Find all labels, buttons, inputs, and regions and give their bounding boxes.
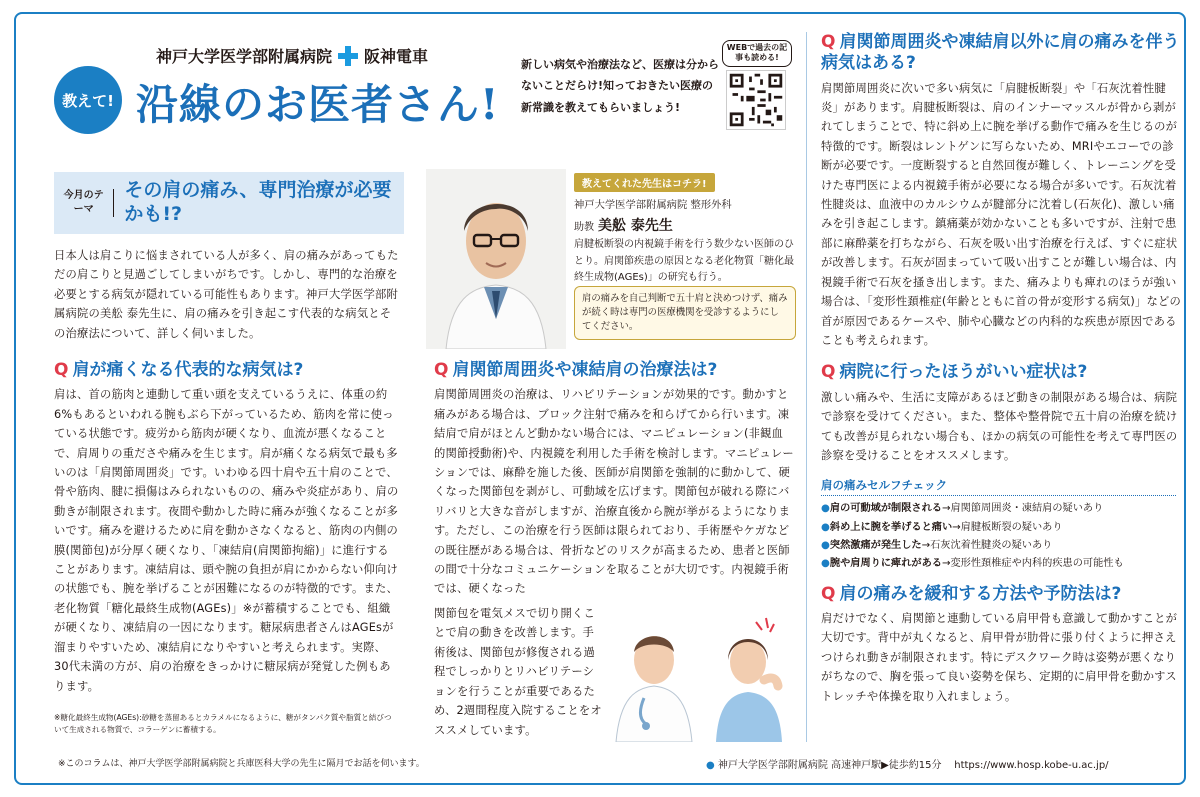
bullet-dot-icon: ● (821, 540, 830, 552)
self-check-item (821, 537, 1176, 555)
check-result: →石灰沈着性腱炎の疑いあり (921, 540, 1053, 552)
hospital-name: 神戸大学医学部附属病院 (156, 47, 333, 66)
org-line (156, 44, 428, 67)
doctor-name-line (574, 215, 799, 235)
hospital-url[interactable]: https://www.hosp.kobe-u.ac.jp/ (954, 760, 1109, 771)
section-q4 (821, 362, 1181, 465)
theme-box (54, 172, 404, 234)
q4-heading (821, 362, 1181, 383)
article-frame (14, 12, 1186, 785)
q-mark: Q (821, 32, 836, 52)
lead-text: 日本人は肩こりに悩まされている人が多く、肩の痛みがあってもただの肩こりと見過ごしてしまいがちです。しかし、専門的な治療を必要とする病気が隠れている可能性もあります。神戸大学医学部附属病院の美舩 泰先生に、肩の痛みを引き起こす代表的な病気とその治療法について、詳しく伺いました。 (54, 249, 399, 340)
q5-body: 肩だけでなく、肩関節と連動している肩甲骨も意識して動かすことが大切です。背中が丸くなると、肩甲骨が肋骨に張り付くように押さえつけられ動きが制限されます。特にデスクワーク時は姿勢が悪くなりがちなので、胸を張って良い姿勢を保ち、定期的に肩甲骨を動かすストレッチや体操を取り入れましょう。 (821, 612, 1178, 703)
doctor-title: 助教 (574, 222, 594, 234)
doctor-dept: 神戸大学医学部附属病院 整形外科 (574, 199, 732, 211)
check-result: →変形性頚椎症や内科的疾患の可能性も (941, 558, 1124, 570)
bullet-dot-icon: ● (821, 521, 830, 533)
doctor-tag: 教えてくれた先生はコチラ! (574, 173, 715, 192)
q4-title: 病院に行ったほうがいい症状は? (839, 362, 1088, 383)
hospital-footer (706, 756, 1109, 771)
railway-name: 阪神電車 (364, 47, 429, 66)
q2-body: 肩関節周囲炎の治療は、リハビリテーションが効果的です。動かすと痛みがある場合は、ブロック注射で痛みを和らげてから行います。凍結肩で肩がほとんど動かない場合には、マニピュレーション(非観血的関節授動術)や、内視鏡を利用した手術を検討します。マニピュレーションでは、麻酔を施した後、医師が肩関節を強制的に動かして、硬くなった関節包を剥がし、可動域を広げます。関節包が破れる際にバリバリと大きな音がしますが、治療直後から腕が挙がるようになります。ただし、この治療を行う医師は限られており、手術歴やケガなどの既往歴がある場合は、骨折などのリスクが高まるため、患者と医師の間で十分なコミュニケーションを取ることが大切です。内視鏡手術では、硬くなった (434, 388, 794, 596)
qr-label: WEBで過去の記事も読める! (722, 40, 792, 67)
q5-heading (821, 584, 1181, 605)
doctor-info (574, 172, 799, 287)
check-result: →肩関節周囲炎・凍結肩の疑いあり (941, 503, 1104, 515)
self-check (821, 477, 1176, 573)
q-mark: Q (54, 360, 69, 380)
lead-paragraph (54, 246, 399, 343)
q2-body-continued: 関節包を電気メスで切り開くことで肩の動きを改善します。手術後は、関節包が修復される過程でしっかりとリハビリテーションを行うことが重要であるため、2週間程度入院することをオススメしています。 (434, 607, 602, 737)
intro-text: 新しい病気や治療法など、医療は分からないことだらけ!知っておきたい医療の新常識を教えてもらいましょう! (521, 58, 719, 114)
self-check-item (821, 519, 1176, 537)
q-mark: Q (821, 583, 836, 604)
q2-title: 肩関節周囲炎や凍結肩の治療法は? (452, 360, 718, 380)
check-symptom: 斜め上に腕を挙げると痛い (829, 521, 953, 533)
column-note: ※このコラムは、神戸大学医学部附属病院と兵庫医科大学の先生に隔月でお話を伺います。 (58, 759, 425, 769)
doctor-photo (426, 169, 566, 349)
bullet-dot-icon: ● (821, 558, 830, 570)
self-check-item (821, 500, 1176, 518)
section-q2 (434, 360, 794, 737)
footnote: ※糖化最終生成物(AGEs):砂糖を蒸留あるとカラメルになるように、糖がタンパク質や脂質と結びついて生成される物質で、コラーゲンに蓄積する。 (54, 713, 392, 735)
plus-cross-icon (338, 46, 358, 66)
check-symptom: 肩の可動域が制限される (829, 503, 942, 515)
q1-heading (54, 360, 399, 381)
section-q1 (54, 360, 399, 696)
article-header (16, 14, 796, 154)
right-column (806, 32, 1181, 742)
theme-label: 今月のテーマ (60, 189, 114, 217)
check-symptom: 突然激痛が発生した (829, 540, 922, 552)
hospital-access: 神戸大学医学部附属病院 高速神戸駅▶徒歩約15分 (717, 760, 942, 771)
q3-body: 肩関節周囲炎に次いで多い病気に「肩腱板断裂」や「石灰沈着性腱炎」があります。肩腱板断裂は、肩のインナーマッスルが骨から剥がれてしまうことで、特に斜め上に腕を挙げる動作で痛みを生じるのが特徴的です。断裂はレントゲンに写らないため、MRIやエコーでの診断が必要です。一度断裂すると自然回復が難しく、トレーニングを受けた専門医による内視鏡手術が必要になる場合が多いです。石灰沈着性腱炎は、血液中のカルシウムが腱部分に沈着し(石灰化)、激しい痛みを引き起こします。鎮痛薬が効かないことも多いですが、注射で患部に麻酔薬を打ちながら、石灰を吸い出す治療を行えば、すぐに症状が改善します。石灰が固まっていて吸い出すことが難しい場合は、内視鏡手術で石灰を搔き出します。また、痛みよりも痺れのほうが強い場合は、「変形性頚椎症(年齢とともに首の骨が変形する病気)」などの首が原因であるケースや、肺や心臓などの内科的な疾患が原因であることも考えられます。 (821, 81, 1181, 347)
self-check-title: 肩の痛みセルフチェック (821, 477, 1176, 496)
q4-body: 激しい痛みや、生活に支障があるほど動きの制限がある場合は、病院で診察を受けてください。また、整体や整骨院で五十肩の治療を続けても改善が見られない場合も、ほかの病気の可能性を考えて専門医の診察を受けることをオススメします。 (821, 390, 1178, 462)
check-symptom: 腕や肩周りに痺れがある (829, 558, 942, 570)
bullet-dot-icon: ● (821, 503, 830, 515)
doctor-patient-illustration (606, 602, 796, 742)
theme-title: その肩の痛み、専門治療が必要かも!? (124, 179, 392, 225)
q3-title: 肩関節周囲炎や凍結肩以外に肩の痛みを伴う病気はある? (821, 32, 1180, 74)
series-title: 沿線のお医者さん! (136, 80, 500, 129)
q-mark: Q (821, 362, 836, 383)
doctor-speech: 肩の痛みを自己判断で五十肩と決めつけず、痛みが続く時は専門の医療機関を受診するようにしてください。 (574, 286, 796, 340)
q5-title: 肩の痛みを緩和する方法や予防法は? (839, 583, 1122, 604)
bullet-dot-icon: ● (706, 760, 715, 771)
qr-code-icon[interactable] (726, 70, 786, 130)
doctor-name: 美舩 泰先生 (598, 218, 673, 235)
q2-heading (434, 360, 794, 381)
q1-body: 肩は、首の筋肉と連動して重い頭を支えているうえに、体重の約6%もあるといわれる腕もぶら下がっているため、筋肉を常に使っている状態です。疲労から筋肉が硬くなり、血流が悪くなることで、肩周りの重ださや痛みを生じます。肩が痛くなる病気で最も多いのは「肩関節周囲炎」です。いわゆる四十肩や五十肩のことで、骨や筋肉、腱に損傷はみられないものの、痛みや炎症があり、肩の動きが制限されます。夜間や動かした時に痛みが強くなることが多いです。痛みを避けるために肩を動かさなくなると、筋肉の内側の膜(関節包)が分厚く硬くなり、「凍結肩(肩関節拘縮)」に進行することがあります。凍結肩は、頭や腕の負担が肩にかからない仰向けの状態でも、腕を挙げることが困難になるのが特徴的です。また、老化物質「糖化最終生成物(AGEs)」※が蓄積することでも、組織が硬くなり、凍結肩の一因になります。糖尿病患者さんはAGEsが溜まりやすいため、凍結肩になりやすいと考えられます。実際、30代未満の方が、肩の治療をきっかけに糖尿病が発覚した例もあります。 (54, 388, 399, 693)
self-check-item (821, 555, 1176, 573)
q3-heading (821, 32, 1181, 75)
section-q3 (821, 32, 1181, 350)
check-result: →肩腱板断裂の疑いあり (952, 521, 1063, 533)
section-q5 (821, 584, 1181, 706)
doctor-desc: 肩腱板断裂の内視鏡手術を行う数少ない医師のひとり。肩関節疾患の原因となる老化物質「糖化最終生成物(AGEs)」の研究も行う。 (574, 239, 794, 284)
oshiete-badge: 教えて! (54, 66, 122, 134)
q1-title: 肩が痛くなる代表的な病気は? (72, 360, 304, 380)
q-mark: Q (434, 360, 449, 380)
